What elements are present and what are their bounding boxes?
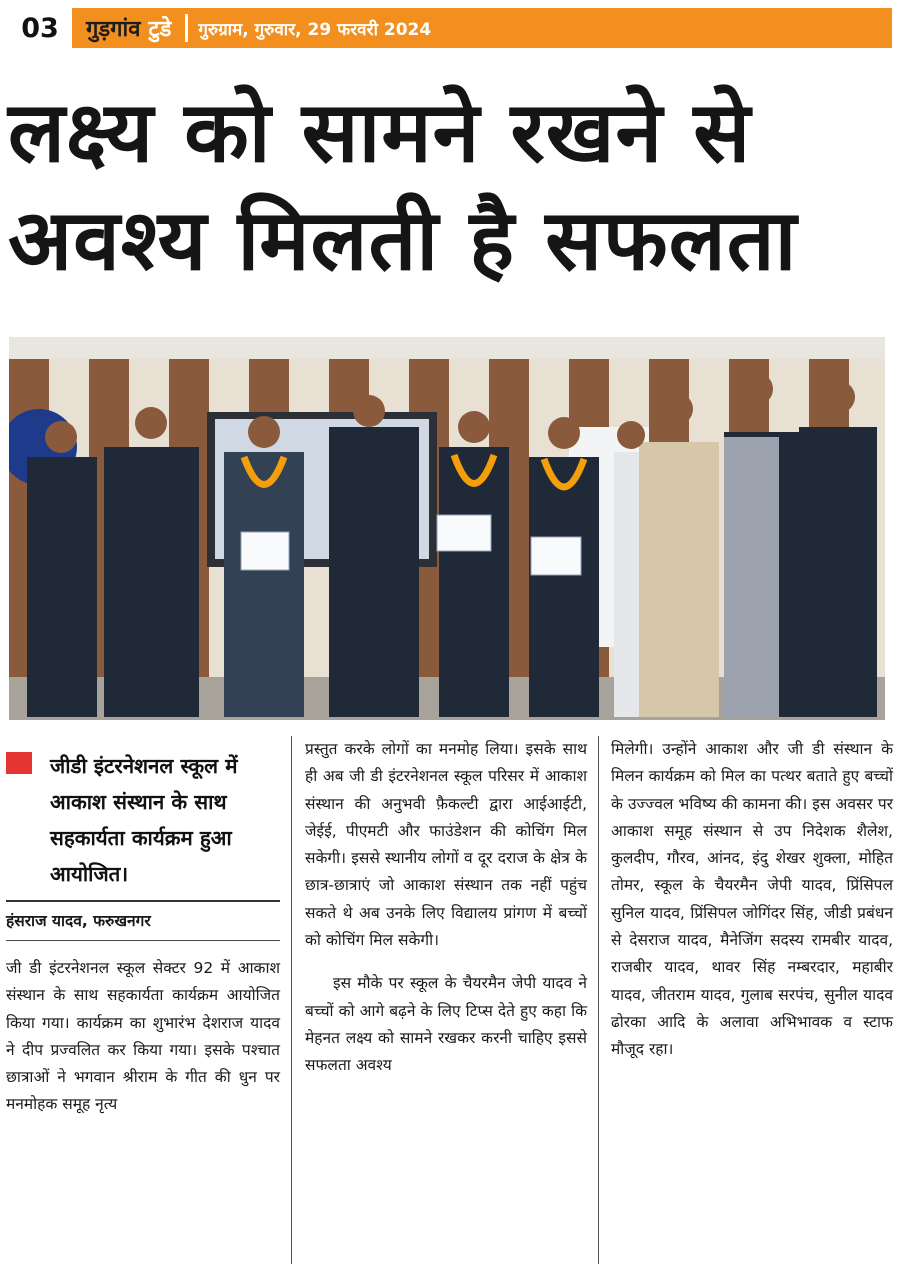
page-number: 03 bbox=[8, 8, 76, 48]
dateline: गुरुग्राम, गुरुवार, 29 फरवरी 2024 bbox=[198, 19, 432, 40]
red-square-bullet-icon bbox=[6, 752, 32, 774]
newspaper-name bbox=[76, 8, 181, 48]
newspaper-name-part2: टुडे bbox=[148, 17, 172, 42]
headline-line-2: अवश्य मिलती है सफलता bbox=[8, 191, 798, 289]
article-paragraph: प्रस्तुत करके लोगों का मनमोह लिया। इसके साथ ही अब जी डी इंटरनेशनल स्कूल परिसर में आकाश संस्थान की अनुभवी फ़ैकल्टी द्वारा आईआईटी, जेईई, पीएमटी और फाउंडेशन की कोचिंग मिल सकेगी। इससे स्थानीय लोगों व दूर दराज के क्षेत्र के छात्र-छात्राएं जो आकाश संस्थान तक नहीं पहुंच सकते थे अब उनके लिए विद्यालय प्रांगण में बच्चों को कोचिंग मिल सकेगी। bbox=[305, 740, 587, 950]
article-column-1 bbox=[6, 736, 280, 1119]
headline-line-1: लक्ष्य को सामने रखने से bbox=[8, 83, 752, 181]
news-photo bbox=[9, 337, 885, 720]
article-column-2 bbox=[305, 736, 587, 1080]
article-column-3 bbox=[611, 736, 893, 1064]
byline: हंसराज यादव, फरुखनगर bbox=[6, 912, 151, 930]
headline bbox=[8, 78, 892, 294]
article-paragraph: इस मौके पर स्कूल के चैयरमैन जेपी यादव ने बच्चों को आगे बढ़ने के लिए टिप्स देते हुए कहा कि मेहनत लक्ष्य को सामने रखकर करनी चाहिए इससे सफलता अवश्य bbox=[305, 974, 587, 1075]
news-photo-graphic bbox=[9, 337, 885, 720]
byline-rule-top bbox=[6, 900, 280, 902]
byline-rule-bottom bbox=[6, 940, 280, 941]
subheadline: जीडी इंटरनेशनल स्कूल में आकाश संस्थान के साथ सहकार्यता कार्यक्रम हुआ आयोजित। bbox=[50, 754, 238, 886]
article-paragraph: मिलेगी। उन्होंने आकाश और जी डी संस्थान के मिलन कार्यक्रम को मिल का पत्थर बताते हुए बच्चों के उज्ज्वल भविष्य की कामना की। इस अवसर पर आकाश समूह संस्थान से उप निदेशक शैलेश, कुलदीप, गौरव, आंनद, इंदु शेखर शुक्ला, मोहित तोमर, स्कूल के चैयरमैन जेपी यादव, प्रिंसिपल सुनिल यादव, प्रिंसिपल जोगिंदर सिंह, जीडी प्रबंधन से देसराज यादव, मैनेजिंग सदस्य रामबीर यादव, राजबीर यादव, थावर सिंह नम्बरदार, महाबीर यादव, जीतराम यादव, गुलाब सरपंच, सुनील यादव ढोरका आदि के अलावा अभिभावक व स्टाफ मौजूद रहा। bbox=[611, 740, 893, 1059]
column-rule bbox=[291, 736, 292, 1264]
column-rule bbox=[598, 736, 599, 1264]
article-paragraph: जी डी इंटरनेशनल स्कूल सेक्टर 92 में आकाश संस्थान के साथ सहकार्यता कार्यक्रम आयोजित किया गया। कार्यक्रम का शुभारंभ देशराज यादव ने दीप प्रज्वलित कर किया गया। इसके पश्चात छात्राओं ने भगवान श्रीराम के गीत की धुन पर मनमोहक समूह नृत्य bbox=[6, 959, 280, 1114]
subheadline-block bbox=[6, 748, 280, 892]
newspaper-name-part1: गुड़गांव bbox=[86, 17, 141, 42]
masthead bbox=[8, 8, 892, 48]
masthead-divider bbox=[185, 14, 188, 42]
